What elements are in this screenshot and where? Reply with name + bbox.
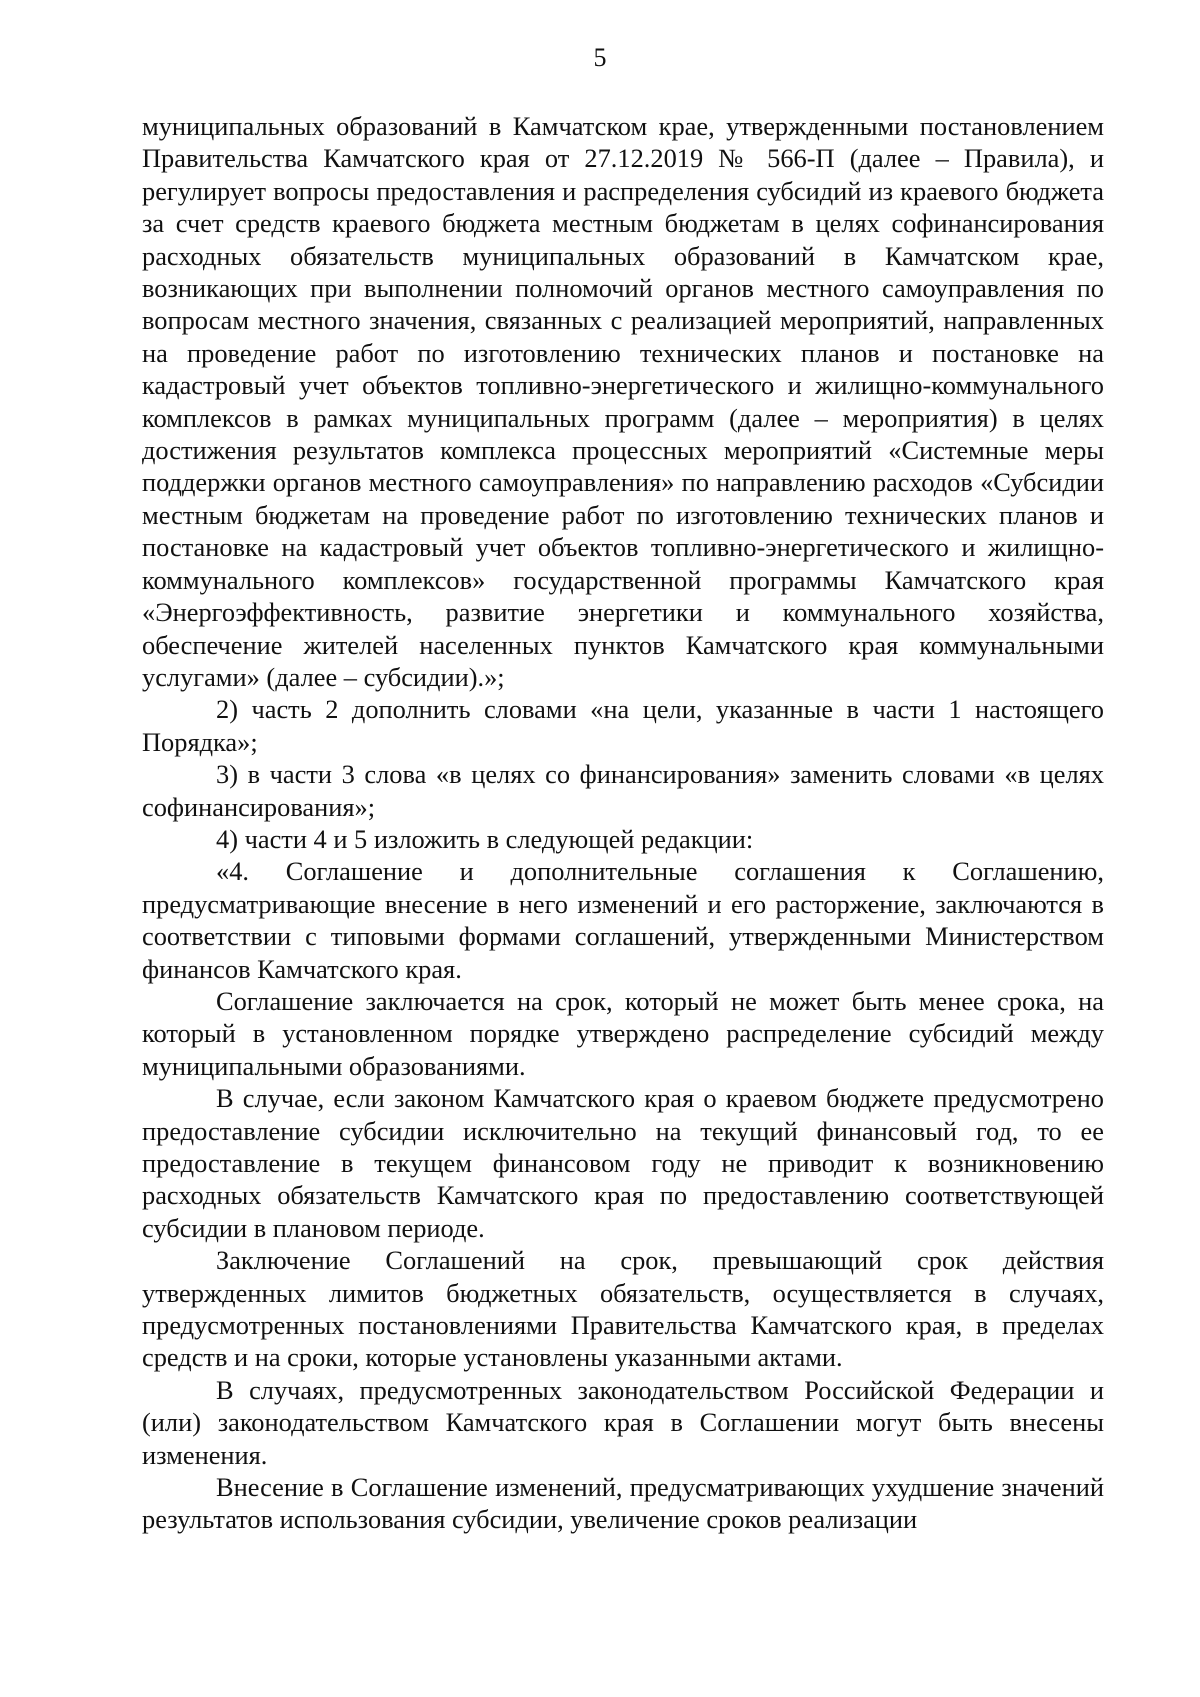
paragraph-agreement-term: Соглашение заключается на срок, который не может быть менее срока, на который в установленном порядке утверждено распределение субсидий между муниципальными образованиями.: [142, 985, 1104, 1081]
paragraph-limits: Заключение Соглашений на срок, превышающий срок действия утвержденных лимитов бюджетных обязательств, осуществляется в случаях, предусмотренных постановлениями Правительства Камчатского края, в пределах средств и на сроки, которые установлены указанными актами.: [142, 1245, 1104, 1373]
page-number: 5: [593, 43, 607, 72]
paragraph-part-4: «4. Соглашение и дополнительные соглашения к Соглашению, предусматривающие внесение в него изменений и его расторжение, заключаются в соответствии с типовыми формами соглашений, утвержденными Министерством финансов Камчатского края.: [142, 856, 1104, 984]
paragraph-current-year: В случае, если законом Камчатского края о краевом бюджете предусмотрено предоставление субсидии исключительно на текущий финансовый год, то ее предоставление в текущем финансовом году не приводит к возникновению расходных обязательств Камчатского края по предоставлению соответствующей субсидии в плановом периоде.: [142, 1083, 1104, 1243]
paragraph-item-3: 3) в части 3 слова «в целях со финансирования» заменить словами «в целях софинансирования»;: [142, 759, 1104, 822]
paragraph-item-2: 2) часть 2 дополнить словами «на цели, указанные в части 1 настоящего Порядка»;: [142, 694, 1104, 757]
paragraph-deterioration: Внесение в Соглашение изменений, предусматривающих ухудшение значений результатов использования субсидии, увеличение сроков реализации: [142, 1472, 1104, 1535]
document-body: [142, 110, 1104, 1536]
paragraph-continuation: муниципальных образований в Камчатском крае, утвержденными постановлением Правительства Камчатского края от 27.12.2019 № 566-П (далее – Правила), и регулирует вопросы предоставления и распределения субсидий из краевого бюджета за счет средств краевого бюджета местным бюджетам в целях софинансирования расходных обязательств муниципальных образований в Камчатском крае, возникающих при выполнении полномочий органов местного самоуправления по вопросам местного значения, связанных с реализацией мероприятий, направленных на проведение работ по изготовлению технических планов и постановке на кадастровый учет объектов топливно-энергетического и жилищно-коммунального комплексов в рамках муниципальных программ (далее – мероприятия) в целях достижения результатов комплекса процессных мероприятий «Системные меры поддержки органов местного самоуправления» по направлению расходов «Субсидии местным бюджетам на проведение работ по изготовлению технических планов и постановке на кадастровый учет объектов топливно-энергетического и жилищно-коммунального комплексов» государственной программы Камчатского края «Энергоэффективность, развитие энергетики и коммунального хозяйства, обеспечение жителей населенных пунктов Камчатского края коммунальными услугами» (далее – субсидии).»;: [142, 111, 1104, 692]
paragraph-amendments: В случаях, предусмотренных законодательством Российской Федерации и (или) законодательством Камчатского края в Соглашении могут быть внесены изменения.: [142, 1374, 1104, 1470]
paragraph-item-4: 4) части 4 и 5 изложить в следующей редакции:: [216, 823, 754, 854]
